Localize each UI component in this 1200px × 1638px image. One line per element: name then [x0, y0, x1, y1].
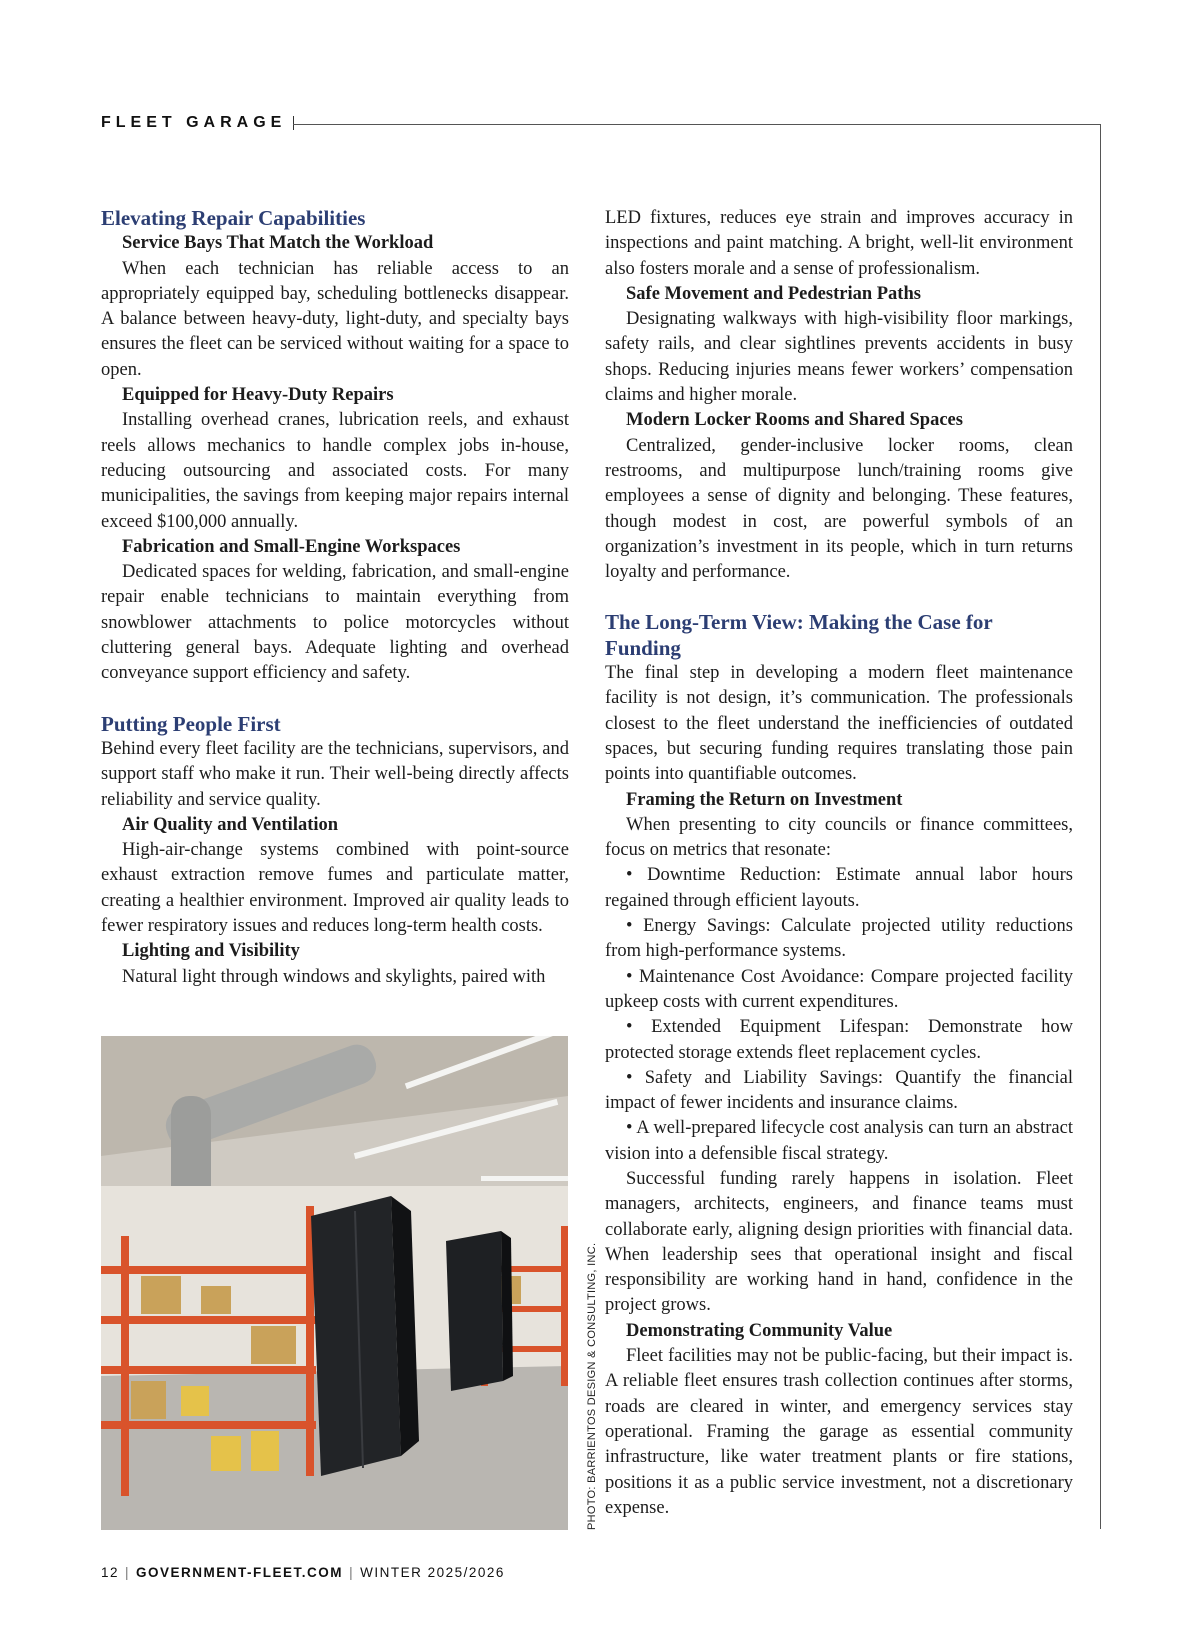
paragraph-long-term-view: The final step in developing a modern fleet maintenance facility is not design, it’s communication. The professionals closest to the fleet understand the inefficiencies of outdated spaces, but securing funding requires translating those pain points into quantifiable outcomes.	[605, 663, 1073, 785]
bullet-item: • Extended Equipment Lifespan: Demonstrate how protected storage extends fleet replacement cycles.	[605, 1017, 1073, 1063]
subheading-fabrication: Fabrication and Small-Engine Workspaces	[122, 536, 461, 557]
header-tick	[293, 116, 294, 130]
subheading-roi: Framing the Return on Investment	[626, 789, 903, 810]
paragraph-lighting-cont: LED fixtures, reduces eye strain and improves accuracy in inspections and paint matching. A bright, well-lit environment also fosters morale and a sense of professionalism.	[605, 208, 1073, 279]
right-margin-rule	[1100, 124, 1101, 1529]
bullet-item: • Downtime Reduction: Estimate annual labor hours regained through efficient layouts.	[605, 865, 1073, 911]
paragraph-heavy-duty: Installing overhead cranes, lubrication reels, and exhaust reels allows mechanics to handle complex jobs in-house, reducing outsourcing and associated costs. For many municipalities, the savings from keeping major repairs internal exceed $100,000 annually.	[101, 410, 569, 532]
garage-storage-photo	[101, 1036, 568, 1530]
heading-elevating-repair: Elevating Repair Capabilities	[101, 206, 366, 230]
subheading-service-bays: Service Bays That Match the Workload	[122, 233, 434, 254]
paragraph-air-quality: High-air-change systems combined with point-source exhaust extraction remove fumes and particulate matter, creating a healthier environment. Improved air quality leads to fewer respiratory issues and reduces long-term health costs.	[101, 840, 569, 937]
photo-credit: PHOTO: BARRIENTOS DESIGN & CONSULTING, INC.	[586, 1242, 598, 1530]
paragraph-people-first: Behind every fleet facility are the technicians, supervisors, and support staff who make it run. Their well-being directly affects reliability and service quality.	[101, 738, 569, 810]
right-column	[605, 206, 1073, 1521]
page-footer	[101, 1565, 505, 1580]
bullet-item: • Safety and Liability Savings: Quantify the financial impact of fewer incidents and insurance claims.	[605, 1067, 1073, 1114]
footer-separator: |	[349, 1565, 355, 1580]
header-rule	[293, 124, 1101, 125]
subheading-safe-movement: Safe Movement and Pedestrian Paths	[626, 283, 921, 304]
paragraph-community-value: Fleet facilities may not be public-facing, but their impact is. A reliable fleet ensures trash collection continues after storms, roads are cleared in winter, and emergency services stay operational. Framing the garage as essential community infrastructure, like water treatment plants or fire stations, positions it as a public service investment, not a discretionary expense.	[605, 1346, 1073, 1518]
paragraph-fabrication: Dedicated spaces for welding, fabrication, and small-engine repair enable technicians to maintain everything from snowblower attachments to police motorcycles without cluttering general bays. Adequate lighting and overhead conveyance support efficiency and safety.	[101, 562, 569, 684]
paragraph-roi: When presenting to city councils or finance committees, focus on metrics that resonate:	[605, 814, 1073, 861]
subheading-locker-rooms: Modern Locker Rooms and Shared Spaces	[626, 410, 963, 431]
subheading-air-quality: Air Quality and Ventilation	[122, 814, 339, 835]
heading-people-first: Putting People First	[101, 711, 281, 736]
footer-issue: WINTER 2025/2026	[360, 1565, 505, 1580]
footer-site-link[interactable]: GOVERNMENT-FLEET.COM	[136, 1565, 344, 1580]
subheading-community-value: Demonstrating Community Value	[626, 1320, 893, 1341]
paragraph-collaboration: Successful funding rarely happens in isolation. Fleet managers, architects, engineers, and finance teams must collaborate early, aligning design priorities with financial data. When leadership sees that operational insight and fiscal responsibility are working hand in hand, confidence in the project grows.	[605, 1168, 1073, 1316]
left-column	[101, 206, 569, 990]
page-number: 12	[101, 1565, 120, 1580]
section-label: FLEET GARAGE	[101, 114, 287, 131]
paragraph-safe-movement: Designating walkways with high-visibility floor markings, safety rails, and clear sightlines prevents accidents in busy shops. Reducing injuries means fewer workers’ compensation claims and higher morale.	[605, 309, 1073, 406]
subheading-lighting: Lighting and Visibility	[122, 941, 300, 962]
heading-long-term-view: The Long-Term View: Making the Case for Funding	[605, 610, 993, 660]
paragraph-service-bays: When each technician has reliable access to an appropriately equipped bay, scheduling bottlenecks disappear. A balance between heavy-duty, light-duty, and specialty bays ensures the fleet can be serviced without waiting for a space to open.	[101, 258, 569, 380]
paragraph-lighting: Natural light through windows and skylights, paired with	[122, 966, 546, 987]
bullet-item: • Energy Savings: Calculate projected utility reductions from high-performance systems.	[605, 916, 1073, 962]
subheading-heavy-duty: Equipped for Heavy-Duty Repairs	[122, 385, 394, 406]
footer-separator: |	[125, 1565, 131, 1580]
paragraph-locker-rooms: Centralized, gender-inclusive locker rooms, clean restrooms, and multipurpose lunch/training rooms give employees a sense of dignity and belonging. These features, though modest in cost, are powerful symbols of an organization’s investment in its people, which in turn returns loyalty and performance.	[605, 435, 1073, 583]
bullet-item: • Maintenance Cost Avoidance: Compare projected facility upkeep costs with current expenditures.	[605, 966, 1073, 1012]
bullet-item: • A well-prepared lifecycle cost analysis can turn an abstract vision into a defensible fiscal strategy.	[605, 1118, 1073, 1164]
